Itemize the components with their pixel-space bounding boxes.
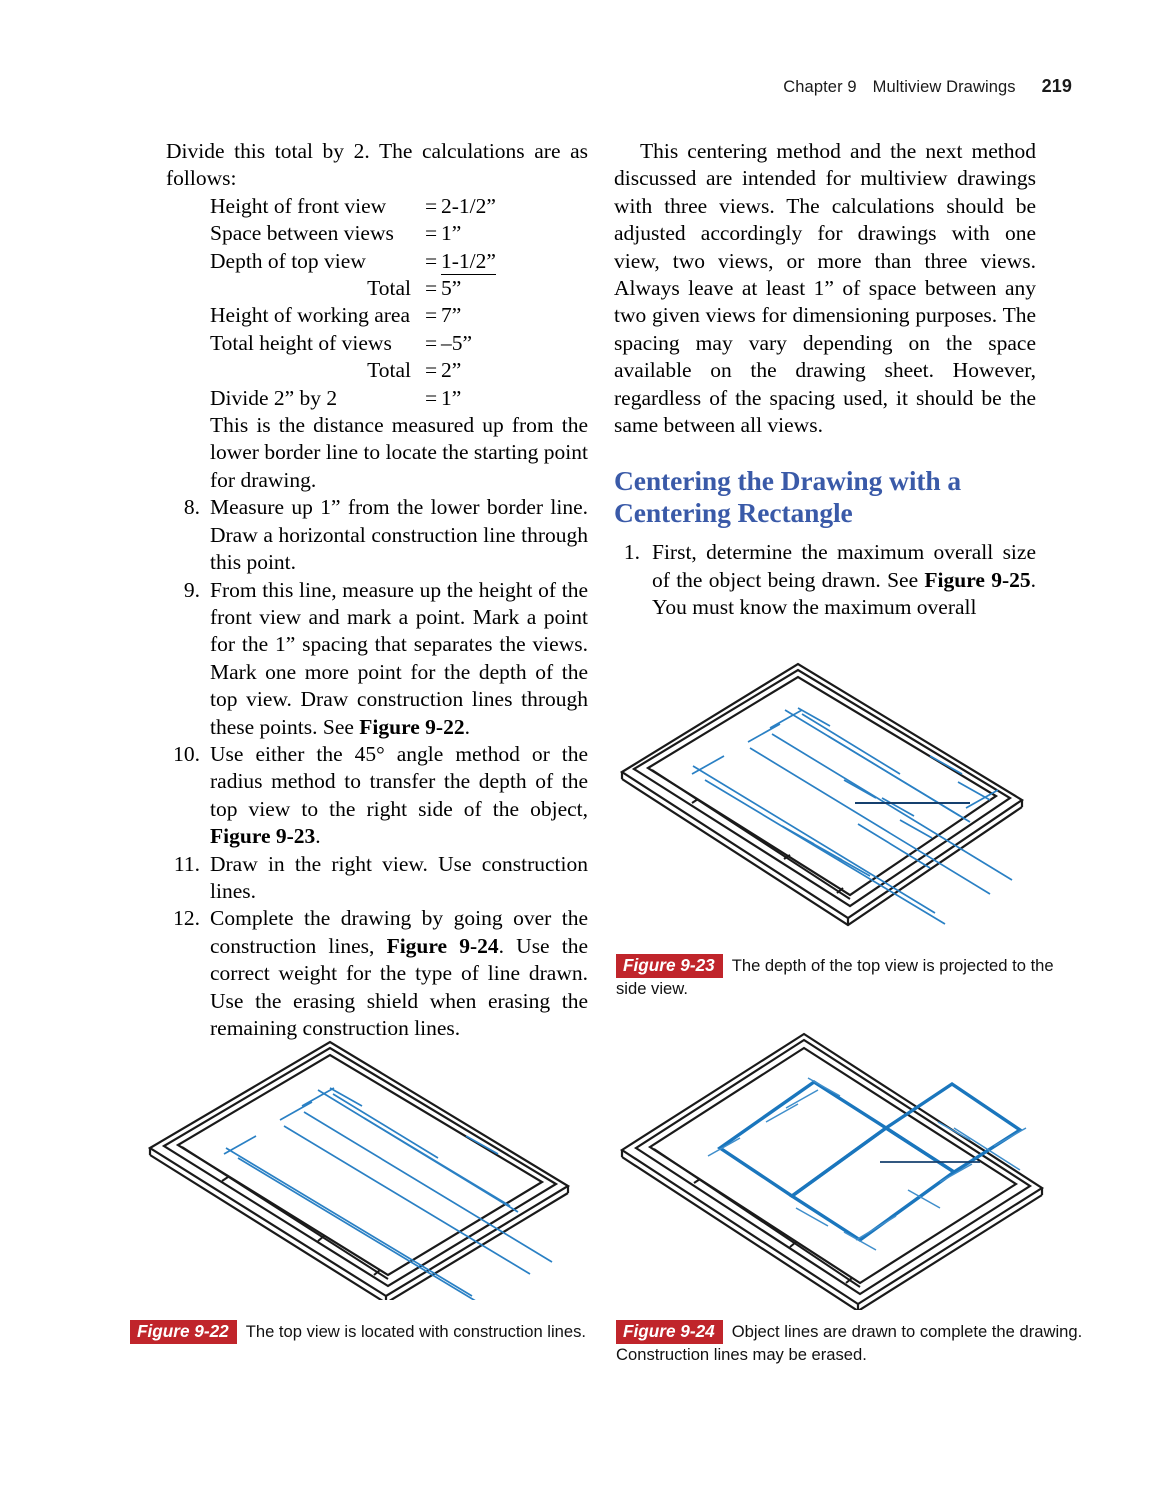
calc-value: = 2” <box>425 358 462 383</box>
calc-value: = –5” <box>425 330 473 355</box>
list-item-number: 9. <box>183 577 200 602</box>
figure-9-22-illustration <box>128 1000 628 1300</box>
list-item-number: 8. <box>183 495 200 520</box>
calc-row <box>210 220 588 247</box>
list-item-text-tail: . <box>315 824 321 849</box>
page-number: 219 <box>1041 76 1072 96</box>
list-item-text: Complete the drawing by going over the construction lines, <box>210 906 588 958</box>
list-item <box>166 741 588 851</box>
figure-caption-text: The depth of the top view is projected to the side view. <box>616 956 1054 998</box>
list-item <box>166 494 588 576</box>
figure-reference: Figure 9-24 <box>386 933 499 958</box>
after-calc-paragraph: This is the distance measured up from the lower border line to locate the starting point for drawing. <box>210 413 588 492</box>
figure-reference: Figure 9-25 <box>924 567 1031 592</box>
calc-label: Height of front view <box>210 193 387 218</box>
calc-row <box>210 385 588 412</box>
figure-9-24-illustration <box>608 1030 1108 1310</box>
list-item <box>166 851 588 906</box>
figure-tag: Figure 9-24 <box>616 1320 723 1344</box>
right-step-list <box>614 539 1036 621</box>
calc-row <box>210 193 588 220</box>
figure-reference: Figure 9-23 <box>210 824 316 849</box>
calc-row <box>210 330 588 357</box>
calc-label: Total <box>367 276 411 301</box>
calc-label: Depth of top view <box>210 248 366 273</box>
list-item <box>614 539 1036 621</box>
figure-9-23-caption <box>616 954 1086 1000</box>
left-lead-paragraph: Divide this total by 2. The calculations are as follows: <box>166 139 588 191</box>
right-column <box>614 138 1036 622</box>
calc-value: = 2-1/2” <box>425 193 496 218</box>
calc-row <box>210 248 588 275</box>
calc-label: Total height of views <box>210 330 392 355</box>
right-lead-paragraph: This centering method and the next method discussed are intended for multiview drawings with three views. The calculations should be adjusted accordingly for drawings with one view, two views, or more than three views. Always leave at least 1” of space between any two given views for dimensioning purposes. The spacing may vary depending on the space available on the drawing sheet. However, regardless of the spacing used, it should be the same between all views. <box>614 139 1036 438</box>
calculation-table <box>166 193 588 412</box>
running-head-section: Multiview Drawings <box>872 78 1016 96</box>
list-item-text-tail: . <box>464 714 470 739</box>
calc-value: = 1” <box>425 221 462 246</box>
left-column <box>166 138 588 1042</box>
calc-label: Height of working area <box>210 303 410 328</box>
calc-label: Total <box>367 358 411 383</box>
figure-tag: Figure 9-23 <box>616 954 723 978</box>
figure-9-22-caption <box>130 1320 600 1344</box>
calc-row-total <box>210 357 588 384</box>
list-item-number: 10. <box>173 741 200 766</box>
calc-row-total <box>210 275 588 302</box>
list-item <box>166 577 588 741</box>
calc-value: = 1-1/2” <box>425 248 496 273</box>
figure-caption-text: Object lines are drawn to complete the drawing. Construction lines may be erased. <box>616 1322 1083 1364</box>
list-item-text: From this line, measure up the height of the front view and mark a point. Mark a point for the 1” spacing that separates the views. Mark one more point for the depth of the top view. Draw construction lines through these points. See <box>210 577 588 739</box>
running-head-chapter: Chapter 9 <box>783 78 857 96</box>
calc-label: Space between views <box>210 221 394 246</box>
figure-caption-text: The top view is located with construction lines. <box>245 1322 587 1341</box>
list-item-text: First, determine the maximum overall size of the object being drawn. See <box>652 540 1036 592</box>
calc-label: Divide 2” by 2 <box>210 385 338 410</box>
list-item-number: 1. <box>623 540 640 565</box>
list-item-text-tail: . Use the correct weight for the type of line drawn. Use the erasing shield when erasing the remaining construction lines. <box>210 933 589 1040</box>
figure-reference: Figure 9-22 <box>359 714 465 739</box>
calc-value: = 7” <box>425 303 462 328</box>
figure-tag: Figure 9-22 <box>130 1320 237 1344</box>
running-head <box>783 76 1072 97</box>
list-item-number: 12. <box>173 906 200 931</box>
list-item-number: 11. <box>173 851 200 876</box>
calc-row <box>210 302 588 329</box>
left-step-list <box>166 494 588 1042</box>
figure-9-23-illustration <box>600 648 1100 948</box>
calc-value: = 5” <box>425 276 462 301</box>
calc-value: = 1” <box>425 385 462 410</box>
list-item-text: Measure up 1” from the lower border line. Draw a horizontal construction line through this point. <box>210 495 588 575</box>
list-item-text: Draw in the right view. Use construction lines. <box>210 851 588 903</box>
list-item-text-tail: . You must know the maximum overall <box>652 567 1036 620</box>
section-heading: Centering the Drawing with a Centering Rectangle <box>614 465 962 529</box>
list-item-text: Use either the 45° angle method or the radius method to transfer the depth of the top view to the right side of the object, <box>210 741 588 821</box>
figure-9-24-caption <box>616 1320 1086 1366</box>
